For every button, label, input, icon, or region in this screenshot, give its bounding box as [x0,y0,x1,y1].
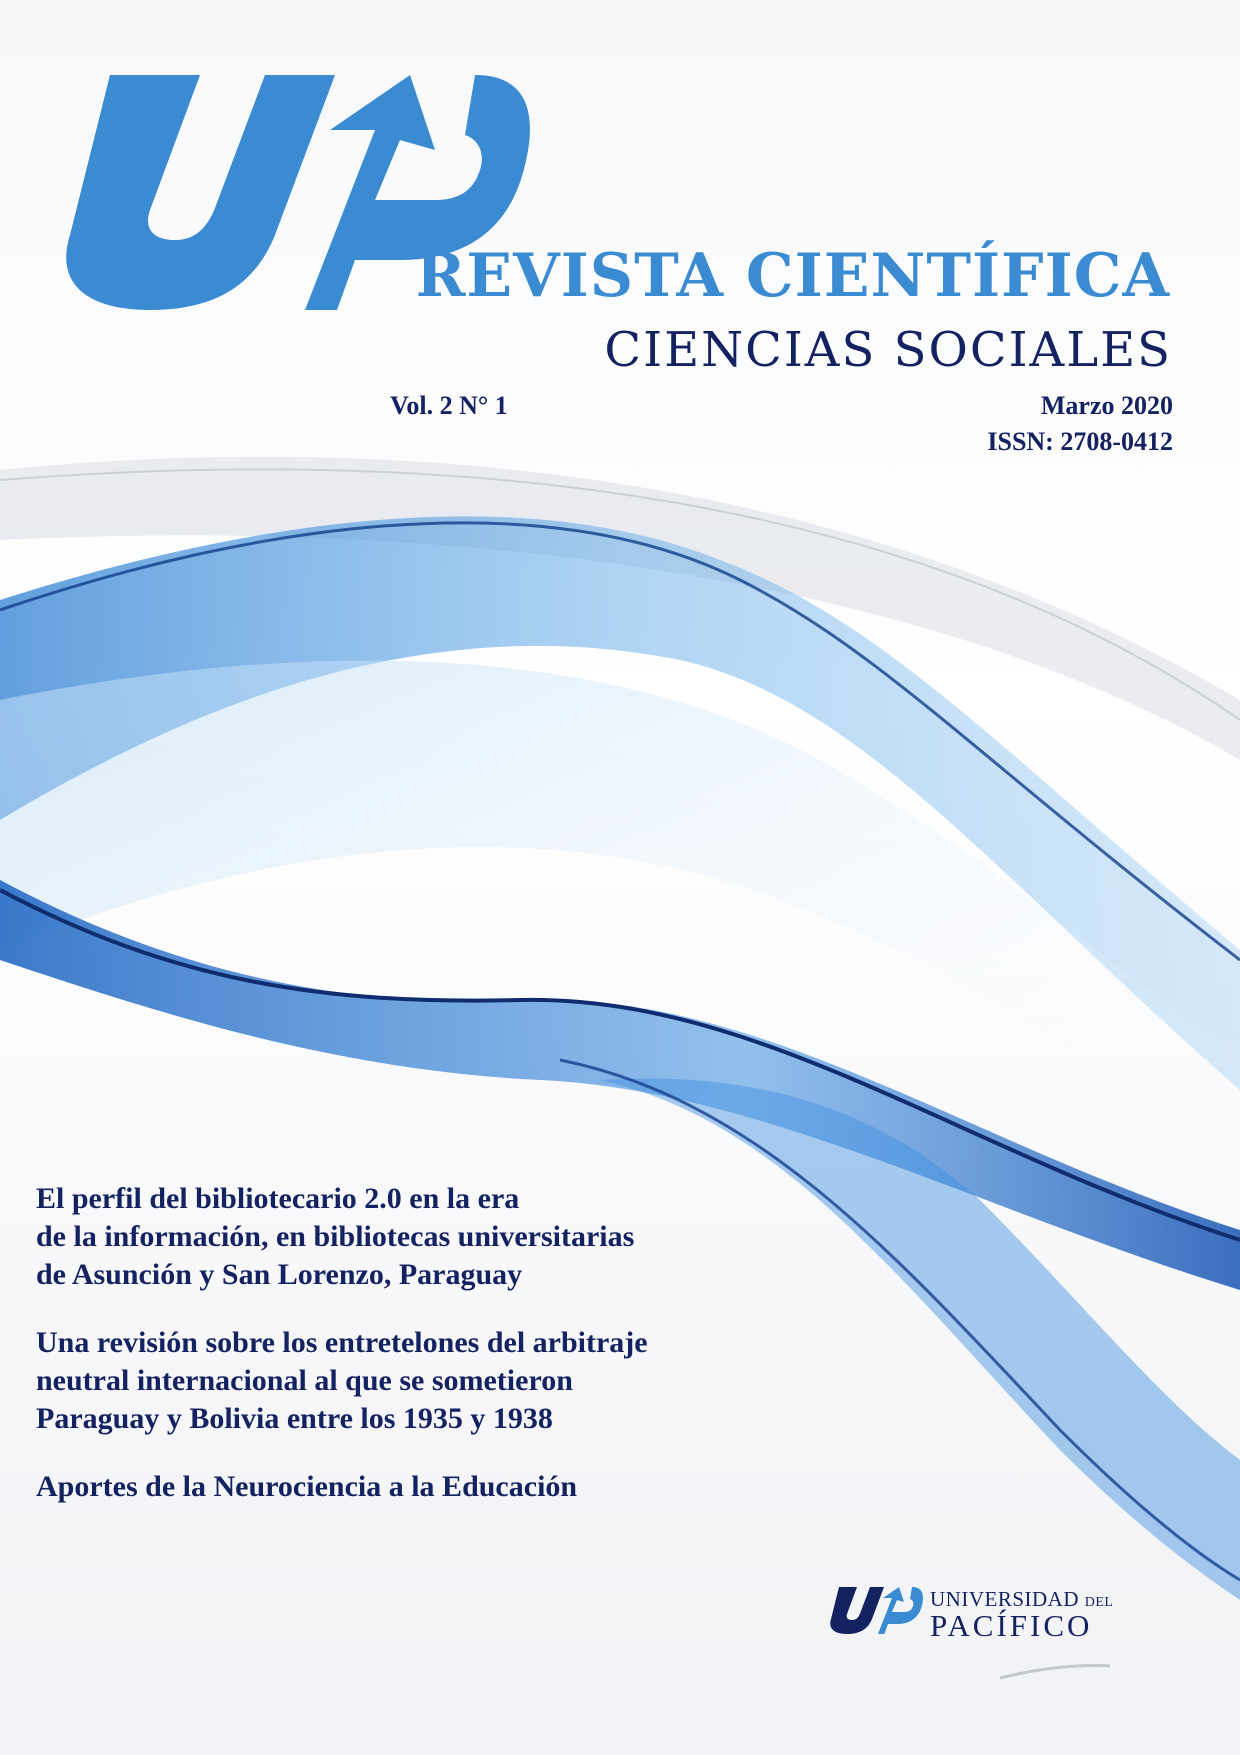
journal-title: REVISTA CIENTÍFICA [415,241,1170,311]
university-name-bottom: PACÍFICO [930,1608,1093,1643]
volume-number: Vol. 2 N° 1 [390,391,508,420]
article-title-line: El perfil del bibliotecario 2.0 en la era [36,1182,520,1215]
article-title-line: Una revisión sobre los entretelones del arbitraje [36,1326,648,1359]
article-title-line: neutral internacional al que se sometieron [36,1364,573,1397]
article-title [36,1180,776,1294]
journal-subtitle: CIENCIAS SOCIALES [604,322,1172,378]
article-title [36,1324,776,1438]
article-title [36,1468,776,1506]
university-logo [828,1580,1128,1643]
swoosh-grey [1000,1666,1110,1679]
university-del: DEL [1084,1595,1114,1610]
up-small-logo-icon [828,1585,924,1635]
article-title-line: Aportes de la Neurociencia a la Educación [36,1470,578,1503]
article-title-line: de Asunción y San Lorenzo, Paraguay [36,1258,523,1291]
article-list [36,1180,776,1536]
issue-date: Marzo 2020 [1040,391,1173,420]
article-title-line: Paraguay y Bolivia entre los 1935 y 1938 [36,1402,553,1435]
university-word: UNIVERSIDAD [930,1587,1079,1611]
issn-number: ISSN: 2708-0412 [987,427,1173,456]
article-title-line: de la información, en bibliotecas universitarias [36,1220,635,1253]
